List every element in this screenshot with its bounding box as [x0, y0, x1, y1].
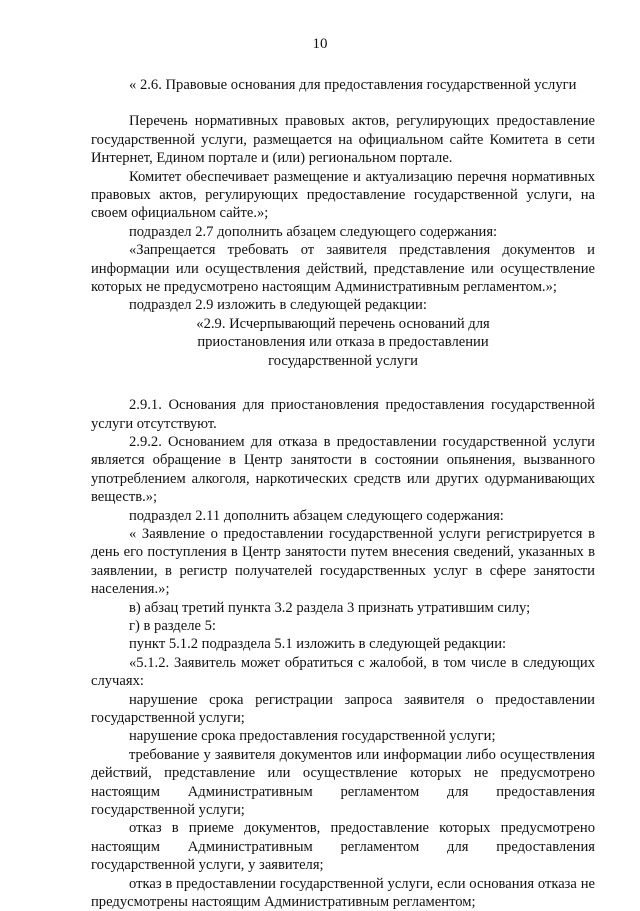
list-item: нарушение срока регистрации запроса заявителя о предоставлении государственной услуги;: [91, 691, 595, 726]
list-item: отказ в предоставлении государственной услуги, если основания отказа не предусмотрены настоящим Административным регламентом;: [91, 875, 595, 911]
section-heading-2-9: «2.9. Исчерпывающий перечень оснований для приостановления или отказа в предоставлении государственной услуги: [196, 315, 490, 369]
paragraph: « Заявление о предоставлении государственной услуги регистрируется в день его поступления в Центр занятости путем внесения сведений, указанных в заявлении, в регистр получателей государственных услуг в сфере занятости населения.»;: [91, 525, 595, 598]
paragraph: Перечень нормативных правовых актов, регулирующих предоставление государственной услуги, размещается на официальном сайте Комитета в сети Интернет, Едином портале и (или) региональном портале.: [91, 113, 595, 167]
paragraph: подраздел 2.7 дополнить абзацем следующего содержания:: [129, 223, 498, 240]
list-item: нарушение срока предоставления государственной услуги;: [129, 728, 496, 745]
paragraph: подраздел 2.11 дополнить абзацем следующего содержания:: [129, 507, 504, 524]
paragraph: в) абзац третий пункта 3.2 раздела 3 признать утратившим силу;: [129, 599, 531, 616]
paragraph: «5.1.2. Заявитель может обратиться с жалобой, в том числе в следующих случаях:: [91, 654, 595, 690]
paragraph: пункт 5.1.2 подраздела 5.1 изложить в следующей редакции:: [129, 636, 507, 653]
paragraph: 2.9.1. Основания для приостановления предоставления государственной услуги отсутствуют.: [91, 397, 595, 432]
paragraph: Комитет обеспечивает размещение и актуализацию перечня нормативных правовых актов, регулирующих предоставление государственной услуги, на своем официальном сайте.»;: [91, 168, 595, 222]
section-heading-2-6: « 2.6. Правовые основания для предоставления государственной услуги: [129, 77, 577, 93]
paragraph: «Запрещается требовать от заявителя представления документов и информации или осуществления действий, представление или осуществление которых не предусмотрено настоящим Административным регламентом.»;: [91, 242, 595, 296]
paragraph: 2.9.2. Основанием для отказа в предоставлении государственной услуги является обращение в Центр занятости в состоянии опьянения, вызванного употреблением алкоголя, наркотических средств или других одурманивающих веществ.»;: [91, 433, 595, 506]
paragraph: подраздел 2.9 изложить в следующей редакции:: [129, 297, 427, 314]
list-item: отказ в приеме документов, предоставление которых предусмотрено настоящим Административным регламентом для предоставления государственной услуги, у заявителя;: [91, 820, 595, 874]
list-item: требование у заявителя документов или информации либо осуществления действий, представление или осуществление которых не предусмотрено настоящим Административным регламентом для предоставления государственной услуги;: [91, 746, 595, 819]
document-body: [91, 76, 595, 911]
page-number: 10: [312, 36, 328, 52]
paragraph: г) в разделе 5:: [129, 617, 216, 634]
